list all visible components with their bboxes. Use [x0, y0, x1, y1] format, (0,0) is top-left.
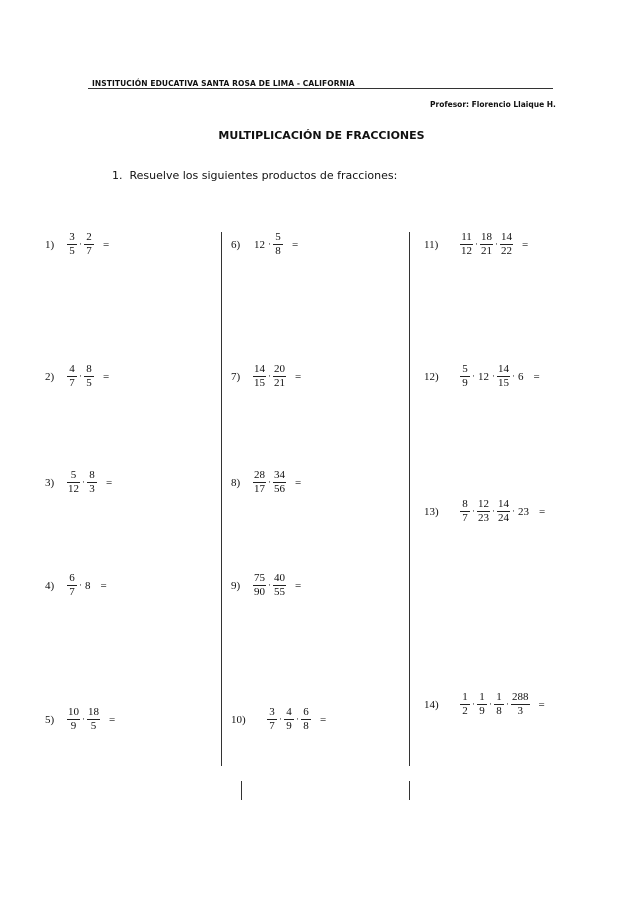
fraction	[84, 363, 94, 390]
denominator: 24	[498, 512, 509, 524]
exercise-8	[231, 469, 301, 496]
equals-sign: =	[295, 579, 302, 592]
multiply-dot: ·	[472, 698, 475, 709]
equals-sign: =	[109, 713, 116, 726]
equals-sign: =	[103, 370, 110, 383]
numerator: 3	[69, 231, 75, 243]
denominator: 9	[479, 705, 485, 717]
fraction	[497, 498, 510, 525]
denominator: 15	[254, 377, 265, 389]
exercise-13	[424, 498, 545, 525]
expression	[267, 706, 326, 733]
fraction	[500, 231, 513, 258]
numerator: 5	[275, 231, 281, 243]
multiply-dot: ·	[472, 370, 475, 381]
numerator: 14	[498, 363, 509, 375]
denominator: 7	[69, 377, 75, 389]
exercise-label: 1)	[45, 238, 55, 251]
numerator: 4	[286, 706, 292, 718]
numerator: 1	[479, 691, 485, 703]
exercise-label: 11)	[424, 238, 439, 251]
exercise-7	[231, 363, 301, 390]
equals-sign: =	[100, 579, 107, 592]
denominator: 56	[274, 483, 285, 495]
denominator: 8	[275, 245, 281, 257]
exercise-label: 14)	[424, 698, 439, 711]
equals-sign: =	[103, 238, 110, 251]
multiply-dot: ·	[512, 505, 515, 516]
fraction	[253, 572, 266, 599]
instruction-text: Resuelve los siguientes productos de fracciones:	[129, 169, 398, 182]
denominator: 5	[69, 245, 75, 257]
expression	[253, 363, 301, 390]
denominator: 3	[89, 483, 95, 495]
denominator: 5	[86, 377, 92, 389]
fraction	[460, 498, 470, 525]
denominator: 12	[68, 483, 79, 495]
exercise-label: 6)	[231, 238, 241, 251]
equals-sign: =	[522, 238, 529, 251]
fraction	[511, 691, 530, 718]
fraction	[267, 706, 277, 733]
numerator: 34	[274, 469, 285, 481]
column-divider-right	[409, 232, 410, 766]
exercise-label: 4)	[45, 579, 55, 592]
exercise-label: 9)	[231, 579, 241, 592]
fraction	[477, 498, 490, 525]
equals-sign: =	[295, 370, 302, 383]
page-title: MULTIPLICACIÓN DE FRACCIONES	[218, 129, 425, 142]
denominator: 9	[286, 720, 292, 732]
denominator: 8	[303, 720, 309, 732]
multiply-dot: ·	[268, 238, 271, 249]
expression	[67, 572, 107, 599]
multiply-dot: ·	[475, 238, 478, 249]
header-rule	[88, 88, 553, 89]
fraction	[480, 231, 493, 258]
instruction-number: 1.	[112, 169, 123, 182]
numerator: 75	[254, 572, 265, 584]
numerator: 20	[274, 363, 285, 375]
integer-factor: 6	[518, 370, 524, 383]
numerator: 10	[68, 706, 79, 718]
numerator: 18	[481, 231, 492, 243]
denominator: 23	[478, 512, 489, 524]
numerator: 1	[496, 691, 502, 703]
fraction	[273, 363, 286, 390]
exercise-label: 5)	[45, 713, 55, 726]
multiply-dot: ·	[506, 698, 509, 709]
numerator: 14	[498, 498, 509, 510]
expression	[67, 469, 112, 496]
denominator: 3	[517, 705, 523, 717]
multiply-dot: ·	[79, 579, 82, 590]
denominator: 21	[274, 377, 285, 389]
multiply-dot: ·	[79, 238, 82, 249]
denominator: 9	[462, 377, 468, 389]
exercise-14	[424, 691, 545, 718]
expression	[253, 469, 301, 496]
multiply-dot: ·	[279, 713, 282, 724]
denominator: 9	[70, 720, 77, 732]
numerator: 288	[512, 691, 529, 703]
exercise-5	[45, 706, 115, 733]
fraction	[84, 231, 94, 258]
exercise-label: 13)	[424, 505, 439, 518]
exercise-label: 8)	[231, 476, 241, 489]
numerator: 28	[254, 469, 265, 481]
multiply-dot: ·	[492, 370, 495, 381]
multiply-dot: ·	[79, 370, 82, 381]
numerator: 8	[462, 498, 468, 510]
multiply-dot: ·	[296, 713, 299, 724]
expression	[67, 706, 115, 733]
expression	[460, 231, 528, 258]
fraction	[67, 706, 80, 733]
denominator: 8	[496, 705, 502, 717]
expression	[460, 691, 545, 718]
numerator: 6	[69, 572, 75, 584]
fraction	[460, 691, 470, 718]
exercise-6	[231, 231, 298, 258]
numerator: 1	[462, 691, 468, 703]
fraction	[460, 231, 473, 258]
exercise-label: 3)	[45, 476, 55, 489]
expression	[67, 231, 109, 258]
multiply-dot: ·	[82, 476, 85, 487]
fraction	[87, 706, 100, 733]
denominator: 5	[90, 720, 97, 732]
instruction	[112, 169, 397, 182]
exercise-4	[45, 572, 107, 599]
exercise-12	[424, 363, 540, 390]
fraction	[301, 706, 311, 733]
equals-sign: =	[295, 476, 302, 489]
exercise-label: 12)	[424, 370, 439, 383]
fraction	[494, 691, 504, 718]
multiply-dot: ·	[82, 713, 85, 724]
multiply-dot: ·	[512, 370, 515, 381]
equals-sign: =	[533, 370, 540, 383]
fraction	[284, 706, 294, 733]
bottom-tick-left	[241, 781, 242, 800]
numerator: 8	[86, 363, 92, 375]
fraction	[67, 572, 77, 599]
numerator: 40	[274, 572, 285, 584]
numerator: 5	[70, 469, 77, 481]
exercise-10	[231, 706, 326, 733]
teacher-name: Profesor: Florencio Llaique H.	[430, 100, 556, 109]
fraction	[67, 231, 77, 258]
exercise-9	[231, 572, 301, 599]
denominator: 17	[254, 483, 265, 495]
exercise-label: 10)	[231, 713, 246, 726]
numerator: 14	[501, 231, 512, 243]
numerator: 11	[461, 231, 472, 243]
multiply-dot: ·	[492, 505, 495, 516]
multiply-dot: ·	[489, 698, 492, 709]
denominator: 7	[462, 512, 468, 524]
fraction	[253, 363, 266, 390]
exercise-label: 7)	[231, 370, 241, 383]
fraction	[87, 469, 97, 496]
denominator: 21	[481, 245, 492, 257]
fraction	[253, 469, 266, 496]
numerator: 5	[462, 363, 468, 375]
expression	[253, 231, 298, 258]
fraction	[273, 231, 283, 258]
fraction	[273, 572, 286, 599]
exercise-11	[424, 231, 528, 258]
denominator: 2	[462, 705, 468, 717]
exercise-1	[45, 231, 109, 258]
fraction	[460, 363, 470, 390]
equals-sign: =	[292, 238, 299, 251]
integer-factor: 12	[478, 370, 489, 383]
fraction	[497, 363, 510, 390]
numerator: 2	[86, 231, 92, 243]
fraction	[477, 691, 487, 718]
exercise-2	[45, 363, 109, 390]
bottom-tick-right	[409, 781, 410, 800]
multiply-dot: ·	[268, 370, 271, 381]
equals-sign: =	[538, 698, 545, 711]
denominator: 22	[501, 245, 512, 257]
equals-sign: =	[320, 713, 327, 726]
multiply-dot: ·	[472, 505, 475, 516]
fraction	[273, 469, 286, 496]
denominator: 7	[269, 720, 275, 732]
numerator: 3	[269, 706, 275, 718]
denominator: 12	[461, 245, 472, 257]
denominator: 90	[254, 586, 265, 598]
denominator: 7	[86, 245, 92, 257]
expression	[460, 498, 545, 525]
denominator: 7	[69, 586, 75, 598]
equals-sign: =	[539, 505, 546, 518]
multiply-dot: ·	[268, 579, 271, 590]
column-divider-left	[221, 232, 222, 766]
expression	[253, 572, 301, 599]
exercise-label: 2)	[45, 370, 55, 383]
multiply-dot: ·	[268, 476, 271, 487]
numerator: 12	[478, 498, 489, 510]
institution-name: INSTITUCIÓN EDUCATIVA SANTA ROSA DE LIMA - CALIFORNIA	[92, 79, 355, 88]
multiply-dot: ·	[495, 238, 498, 249]
fraction	[67, 469, 80, 496]
denominator: 55	[274, 586, 285, 598]
numerator: 18	[88, 706, 99, 718]
numerator: 8	[89, 469, 95, 481]
expression	[67, 363, 109, 390]
exercise-3	[45, 469, 112, 496]
denominator: 15	[498, 377, 509, 389]
numerator: 14	[254, 363, 265, 375]
equals-sign: =	[106, 476, 113, 489]
integer-factor: 12	[254, 238, 265, 251]
fraction	[67, 363, 77, 390]
expression	[460, 363, 540, 390]
integer-factor: 23	[518, 505, 529, 518]
numerator: 6	[303, 706, 309, 718]
numerator: 4	[69, 363, 75, 375]
integer-factor: 8	[85, 579, 91, 592]
